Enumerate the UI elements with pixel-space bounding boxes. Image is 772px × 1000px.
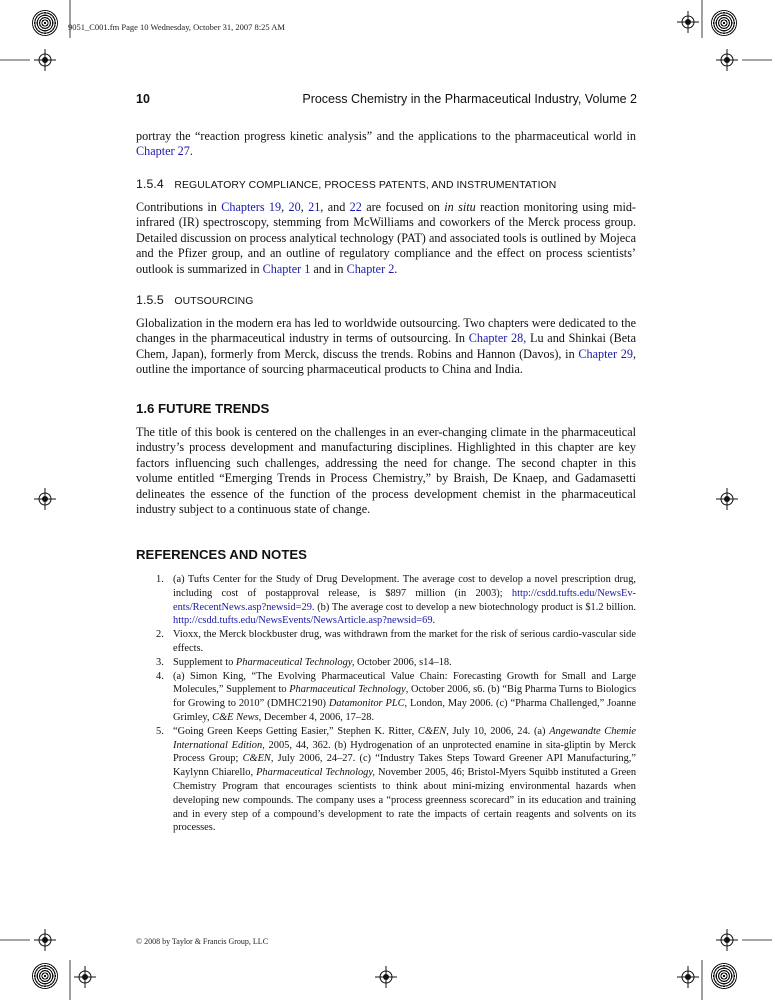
link-chapter-28[interactable]: Chapter 28,: [468, 331, 527, 346]
section-1-5-5-paragraph: Globalization in the modern era has led to worldwide outsourcing. Two chapters were dedicated to the changes in the pharmaceutical industry in terms of outsourcing. In Chapter 28, Lu and Shinkai (Beta Chem, Japan), formerly from Merck, discuss the trends. Robins and Hannon (Davos), in Chapter 29, outline the importance of sourcing pharmaceutical products to China and India.: [136, 316, 636, 377]
printer-slug: 9051_C001.fm Page 10 Wednesday, October 31, 2007 8:25 AM: [68, 22, 285, 32]
section-1-5-4-paragraph: Contributions in Chapters 19, 20, 21, and 22 are focused on in situ reaction monitoring using mid-infrared (IR) spectroscopy, stemming from McWilliams and coworkers of the Merck process group. Detailed discussion on process analytical technology (PAT) and associated tools is outlined by Mojeca and the Pfizer group, and an outline of regulatory compliance and the effect on process scientists’ outlook is summarized in Chapter 1 and in Chapter 2.: [136, 200, 636, 276]
section-heading-1-6: 1.6 FUTURE TRENDS: [136, 401, 270, 416]
reference-4: 4. (a) Simon King, “The Evolving Pharmaceutical Value Chain: Forecasting Growth for Small and Large Molecules,” Supplement to Pharmaceutical Technology, October 2006, s6. (b) “Big Pharma Turns to Biologics for Growing to 2010” (DMHC2190) Datamonitor PLC, London, May 2006. (c) “Pharma Challenged,” Joanne Grimley, C&E News, December 4, 2006, 17–28.: [156, 670, 636, 723]
link-chapter-1[interactable]: Chapter 1: [262, 261, 311, 276]
registration-target-bottom-center: [375, 966, 397, 988]
page-number: 10: [136, 92, 150, 106]
link-chapter-22[interactable]: 22: [349, 200, 362, 214]
link-chapter-20[interactable]: 20: [288, 200, 301, 214]
link-chapter-2[interactable]: Chapter 2: [346, 261, 395, 276]
link-chapter-29[interactable]: Chapter 29: [578, 346, 633, 361]
reference-2: 2. Vioxx, the Merck blockbuster drug, was withdrawn from the market for the risk of serious cardio-vascular side effects.: [156, 629, 636, 654]
registration-target-middle-right: [716, 488, 738, 510]
registration-target-top-right: [716, 49, 738, 71]
reference-3: 3. Supplement to Pharmaceutical Technology, October 2006, s14–18.: [156, 656, 452, 668]
registration-target-bottom-right-inner: [677, 966, 699, 988]
link-chapter-19[interactable]: Chapters 19: [221, 200, 282, 214]
registration-target-bottom-right: [716, 929, 738, 951]
registration-target-top-left: [34, 49, 56, 71]
reference-list: [152, 573, 636, 835]
link-chapter-27[interactable]: Chapter 27: [136, 144, 190, 159]
section-heading-1-5-5: 1.5.5 OUTSOURCING: [136, 293, 254, 307]
intro-paragraph: portray the “reaction progress kinetic analysis” and the applications to the pharmaceutical world in Chapter 27.: [136, 129, 636, 159]
reference-1: 1. (a) Tufts Center for the Study of Drug Development. The average cost to develop a novel prescription drug, including cost of postapproval release, is $897 million (in 2003); http://csdd.tufts.edu/NewsEv-ents/RecentNews.asp?newsid=29. (b) The average cost to develop a new biotechnology product is $1.2 billion. http://csdd.tufts.edu/NewsEvents/NewsArticle.asp?newsid=69.: [156, 574, 636, 627]
registration-target-top-center-right: [677, 11, 699, 33]
reference-5: 5. “Going Green Keeps Getting Easier,” Stephen K. Ritter, C&EN, July 10, 2006, 24. (a) Angewandte Chemie International Edition, 2005, 44, 362. (b) Hydrogenation of an unprotected enamine in sita-gliptin by Merck Process Group; C&EN, July 2006, 24–27. (c) “Industry Takes Steps Toward Greener API Manufacturing,” Kaylynn Chiarello, Pharmaceutical Technology, November 2005, 46; Bristol-Myers Squibb instituted a Green Chemistry Program that encourages scientists to think about mini-mizing environmental hazards when developing new compounds. The company uses a “process greenness scorecard” in its education and training and in every step of a compound’s development to rate the impacts of certain reagents and solvents on its processes.: [156, 725, 637, 834]
section-heading-1-5-4: 1.5.4 REGULATORY COMPLIANCE, PROCESS PATENTS, AND INSTRUMENTATION: [136, 177, 557, 191]
registration-target-bottom-left-inner: [74, 966, 96, 988]
registration-target-middle-left: [34, 488, 56, 510]
registration-target-bottom-left: [34, 929, 56, 951]
link-chapter-21[interactable]: 21: [308, 200, 321, 214]
section-1-6-paragraph: The title of this book is centered on the challenges in an ever-changing climate in the pharmaceutical industry’s process development and manufacturing disciplines. Highlighted in this chapter are key factors influencing such challenges, addressing the need for change. The second chapter in this volume entitled “Emerging Trends in Process Chemistry,” by Braish, De Knaep, and Gadamasetti delineates the essence of the function of the process development chemist in the pharmaceutical industry subject to a continuous state of change.: [136, 425, 636, 517]
link-tufts-recent-news[interactable]: http://csdd.tufts.edu/NewsEv-ents/RecentNews.asp?newsid=29: [173, 587, 636, 613]
link-tufts-news-article[interactable]: http://csdd.tufts.edu/NewsEvents/NewsArticle.asp?newsid=69: [173, 615, 433, 627]
references-heading: REFERENCES AND NOTES: [136, 547, 307, 562]
running-head: Process Chemistry in the Pharmaceutical Industry, Volume 2: [302, 92, 637, 106]
copyright-footer: © 2008 by Taylor & Francis Group, LLC: [136, 937, 269, 946]
